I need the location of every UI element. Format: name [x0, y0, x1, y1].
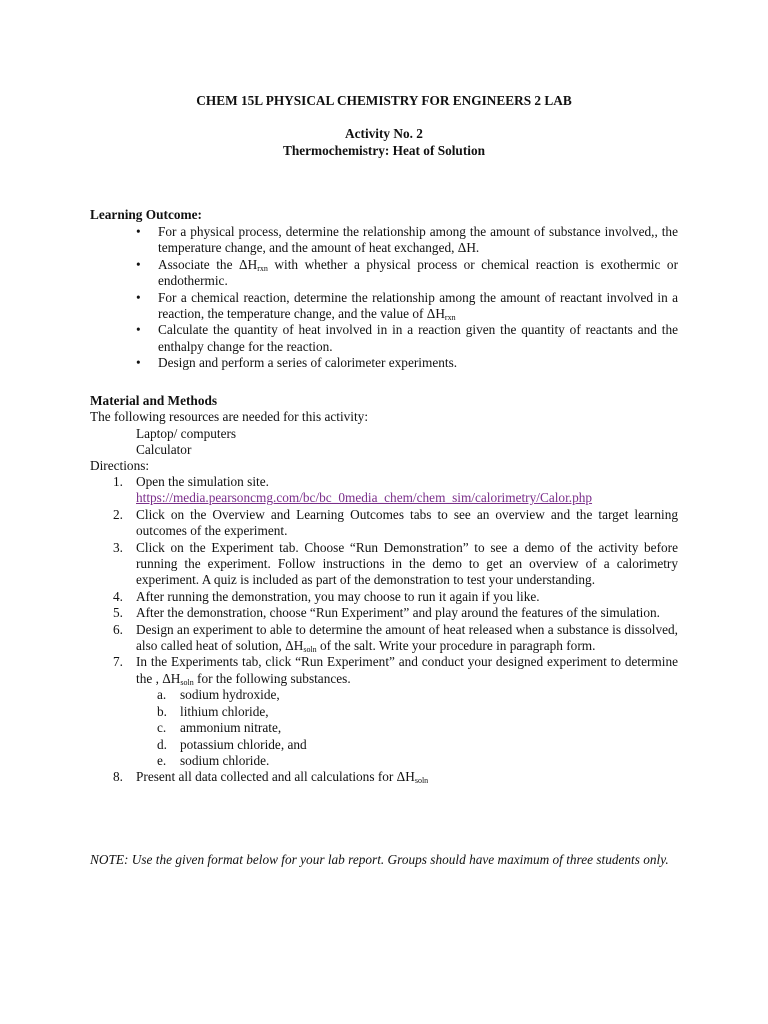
direction-step: 4. After running the demonstration, you may choose to run it again if you like. [113, 588, 540, 604]
outcome-item: • Associate the $\Delta H_{rxn}$ with whether a physical process or chemical reaction is exothermic or endothermic. [136, 257, 678, 290]
directions-label: Directions: [90, 458, 150, 473]
resource-item: Calculator [136, 442, 192, 457]
activity-number: Activity No. 2 [345, 126, 423, 141]
outcome-item: • Design and perform a series of calorimeter experiments. [136, 355, 678, 371]
substance-item: c. ammonium nitrate, [157, 720, 282, 736]
simulation-link[interactable]: https://media.pearsoncmg.com/bc/bc_0media_chem/chem_sim/calorimetry/Calor.php [136, 490, 593, 506]
substance-item: d. potassium chloride, and [157, 736, 307, 752]
substance-item: a. sodium hydroxide, [157, 687, 280, 703]
direction-step: 7. In the Experiments tab, click “Run Experiment” and conduct your designed experiment to determine the , $\Delta H_{soln}$ for the following substances. a. sodium hydroxide, b. lithium chloride, c. ammonium nitrate, d. potassium chloride, and e. sodium chloride. [113, 654, 678, 768]
directions-list [113, 474, 678, 786]
activity-topic: Thermochemistry: Heat of Solution [282, 143, 485, 158]
substance-item: e. sodium chloride. [157, 752, 270, 768]
report-note: NOTE: Use the given format below for your lab report. Groups should have maximum of three students only. [90, 852, 669, 867]
outcome-item: • For a chemical reaction, determine the relationship among the amount of reactant involved in a reaction, the temperature change, and the value of $\Delta H_{rxn}$ [136, 290, 678, 323]
direction-step: 6. Design an experiment to able to determine the amount of heat released when a substance is dissolved, also called heat of solution, $\Delta H_{soln}$ of the salt. Write your procedure in paragraph form. [113, 621, 678, 655]
course-title: CHEM 15L PHYSICAL CHEMISTRY FOR ENGINEERS 2 LAB [196, 93, 572, 108]
outcome-item: • Calculate the quantity of heat involved in in a reaction given the quantity of reactants and the enthalpy change for the reaction. [136, 322, 678, 355]
direction-step: 8. Present all data collected and all calculations for $\Delta H_{soln}$ [113, 769, 429, 786]
substance-item: b. lithium chloride, [157, 703, 269, 719]
learning-outcome-heading: Learning Outcome: [90, 207, 202, 222]
resources-intro: The following resources are needed for this activity: [90, 409, 369, 424]
learning-outcome-list [136, 224, 678, 372]
direction-step: 1. Open the simulation site. https://media.pearsoncmg.com/bc/bc_0media_chem/chem_sim/calorimetry/Calor.php [113, 474, 593, 506]
direction-step: 3. Click on the Experiment tab. Choose “Run Demonstration” to see a demo of the activity before running the experiment. Follow instructions in the demo to get an overview of a calorimetry experiment. A quiz is included as part of the demonstration to test your understanding. [113, 539, 678, 588]
resource-item: Laptop/ computers [136, 426, 237, 441]
outcome-item: • For a physical process, determine the relationship among the amount of substance involved,, the temperature change, and the amount of heat exchanged, ΔH. [136, 224, 678, 257]
direction-step: 5. After the demonstration, choose “Run Experiment” and play around the features of the simulation. [113, 605, 660, 621]
substance-list [136, 687, 678, 769]
direction-step: 2. Click on the Overview and Learning Outcomes tabs to see an overview and the target learning outcomes of the experiment. [113, 506, 678, 539]
materials-heading: Material and Methods [90, 393, 218, 408]
